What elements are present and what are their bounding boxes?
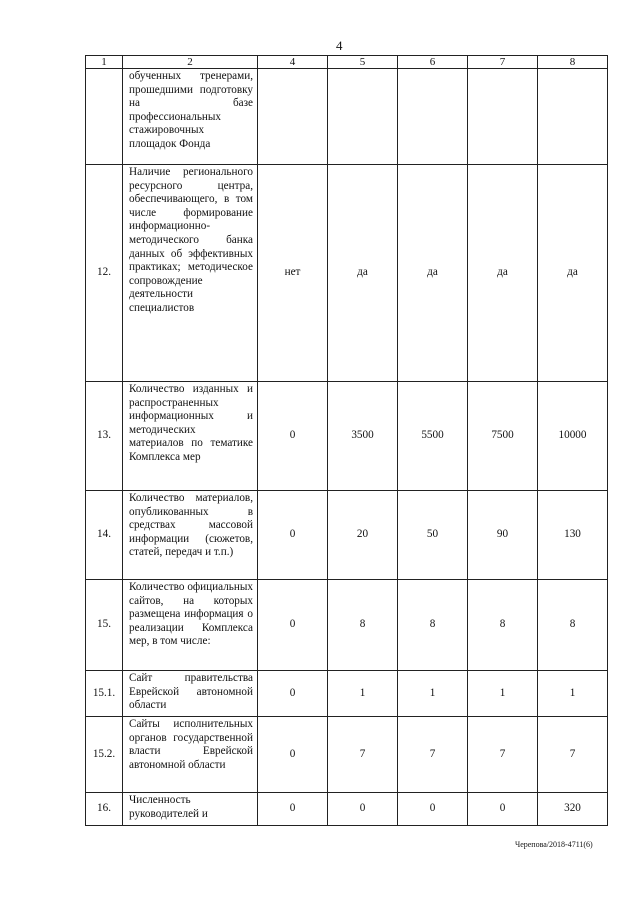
indicator-description: Наличие регионального ресурсного центра, обеспечивающего, в том числе формирование информационно-методического банка данных об эффективных практиках; методическое сопровождение деятельности специалистов <box>123 165 258 382</box>
row-number: 13. <box>86 382 123 491</box>
row-number: 15.2. <box>86 717 123 793</box>
value-cell: 10000 <box>538 382 608 491</box>
value-cell: 0 <box>258 382 328 491</box>
value-cell: 1 <box>538 671 608 717</box>
indicator-description: Численность руководителей и <box>123 793 258 826</box>
value-cell: 8 <box>398 580 468 671</box>
value-cell: нет <box>258 165 328 382</box>
header-row <box>86 56 608 69</box>
indicators-table <box>85 55 608 826</box>
value-cell: 0 <box>468 793 538 826</box>
value-cell: 90 <box>468 491 538 580</box>
indicator-description: Сайты исполнительных органов государственной власти Еврейской автономной области <box>123 717 258 793</box>
value-cell: 0 <box>258 580 328 671</box>
value-cell: 8 <box>328 580 398 671</box>
row-number <box>86 69 123 165</box>
value-cell: да <box>398 165 468 382</box>
row-number: 15.1. <box>86 671 123 717</box>
row-number: 14. <box>86 491 123 580</box>
value-cell: да <box>328 165 398 382</box>
value-cell <box>328 69 398 165</box>
value-cell: 0 <box>258 793 328 826</box>
value-cell <box>468 69 538 165</box>
table-row <box>86 793 608 826</box>
value-cell: 7 <box>538 717 608 793</box>
value-cell: 0 <box>398 793 468 826</box>
value-cell: 7500 <box>468 382 538 491</box>
value-cell: 1 <box>398 671 468 717</box>
value-cell: 0 <box>258 671 328 717</box>
row-number: 16. <box>86 793 123 826</box>
indicator-description: Количество официальных сайтов, на которых размещена информация о реализации Комплекса мер, в том числе: <box>123 580 258 671</box>
value-cell: да <box>468 165 538 382</box>
table-row <box>86 491 608 580</box>
value-cell: 7 <box>328 717 398 793</box>
header-cell: 2 <box>123 56 258 69</box>
value-cell: 0 <box>258 717 328 793</box>
value-cell: да <box>538 165 608 382</box>
table-row <box>86 717 608 793</box>
table-row <box>86 580 608 671</box>
header-cell: 5 <box>328 56 398 69</box>
table-row <box>86 382 608 491</box>
value-cell: 7 <box>398 717 468 793</box>
indicator-description: обученных тренерами, прошедшими подготовку на базе профессиональных стажировочных площадок Фонда <box>123 69 258 165</box>
value-cell: 20 <box>328 491 398 580</box>
page-number: 4 <box>336 38 343 53</box>
document-footer-code: Черепова/2018-4711(6) <box>515 840 593 849</box>
value-cell <box>398 69 468 165</box>
value-cell: 8 <box>468 580 538 671</box>
value-cell: 7 <box>468 717 538 793</box>
indicator-description: Сайт правительства Еврейской автономной области <box>123 671 258 717</box>
table-row <box>86 69 608 165</box>
header-cell: 6 <box>398 56 468 69</box>
value-cell: 8 <box>538 580 608 671</box>
value-cell: 320 <box>538 793 608 826</box>
value-cell: 0 <box>328 793 398 826</box>
header-cell: 1 <box>86 56 123 69</box>
table-row <box>86 671 608 717</box>
value-cell: 3500 <box>328 382 398 491</box>
value-cell: 1 <box>468 671 538 717</box>
header-cell: 4 <box>258 56 328 69</box>
value-cell: 5500 <box>398 382 468 491</box>
value-cell: 130 <box>538 491 608 580</box>
value-cell: 0 <box>258 491 328 580</box>
row-number: 15. <box>86 580 123 671</box>
value-cell: 50 <box>398 491 468 580</box>
indicator-description: Количество материалов, опубликованных в средствах массовой информации (сюжетов, статей, передач и т.п.) <box>123 491 258 580</box>
table-row <box>86 165 608 382</box>
header-cell: 7 <box>468 56 538 69</box>
value-cell <box>538 69 608 165</box>
row-number: 12. <box>86 165 123 382</box>
header-cell: 8 <box>538 56 608 69</box>
value-cell: 1 <box>328 671 398 717</box>
value-cell <box>258 69 328 165</box>
indicator-description: Количество изданных и распространенных информационных и методических материалов по тематике Комплекса мер <box>123 382 258 491</box>
